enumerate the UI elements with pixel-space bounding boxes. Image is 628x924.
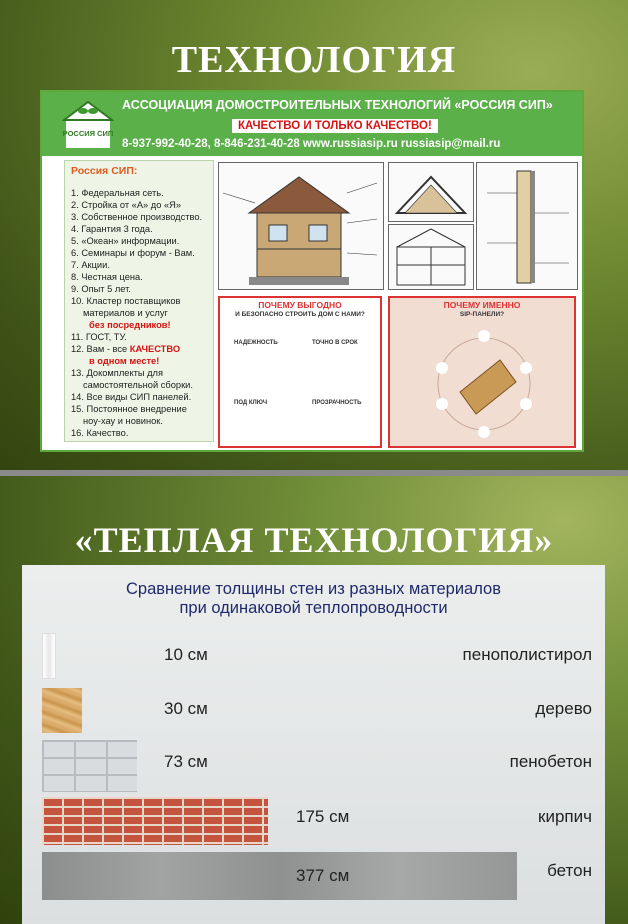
list-item: материалов и услуг: [83, 308, 168, 318]
advantages-panel: [64, 160, 214, 442]
material-polystyrene: пенополистирол: [462, 645, 592, 664]
list-item: 3. Собственное производство.: [71, 212, 203, 222]
list-item: 13. Докомплекты для: [71, 368, 164, 378]
list-item: самостоятельной сборки.: [83, 380, 193, 390]
list-item: 6. Семинары и форум - Вам.: [71, 248, 195, 258]
house-section-diagram: [218, 162, 384, 290]
association-name: АССОЦИАЦИЯ ДОМОСТРОИТЕЛЬНЫХ ТЕХНОЛОГИЙ «РОССИЯ СИП»: [122, 98, 553, 112]
foam-concrete-sample: [42, 740, 137, 792]
slide1-title: ТЕХНОЛОГИЯ: [171, 39, 457, 81]
logo-text: РОССИЯ СИП: [62, 129, 114, 138]
wall-thickness-comparison: [22, 565, 605, 924]
list-item: 14. Все виды СИП панелей.: [71, 392, 192, 402]
floor-plan-image: [389, 225, 473, 289]
advantages-list: [71, 187, 215, 439]
material-concrete: бетон: [547, 861, 592, 880]
list-item: 9. Опыт 5 лет.: [71, 284, 131, 294]
banner-header: [42, 92, 582, 156]
polystyrene-sample: [42, 633, 56, 679]
list-item: 16. Качество.: [71, 428, 129, 438]
list-item: [71, 343, 215, 355]
why-sip-subtitle: SIP-ПАНЕЛИ?: [459, 311, 505, 318]
why-profitable-title: ПОЧЕМУ ВЫГОДНО: [258, 300, 342, 310]
thickness-polystyrene: 10 см: [164, 645, 208, 664]
house-section-image: [219, 163, 383, 289]
why-profitable-subtitle: И БЕЗОПАСНО СТРОИТЬ ДОМ С НАМИ?: [235, 311, 365, 318]
list-item: 5. «Океан» информации.: [71, 236, 180, 246]
floor-plan-diagram: [388, 224, 474, 290]
list-item: 8. Честная цена.: [71, 272, 143, 282]
wall-node-diagram: [476, 162, 578, 290]
association-banner: [40, 90, 584, 452]
advantages-title: Россия СИП:: [71, 165, 138, 177]
list-item: 7. Акции.: [71, 260, 110, 270]
thickness-wood: 30 см: [164, 699, 208, 718]
roof-node-image: [389, 163, 473, 221]
feature-on-time: ТОЧНО В СРОК: [312, 340, 358, 346]
material-foam-concrete: пенобетон: [509, 752, 592, 771]
why-sip-panel: [388, 296, 576, 448]
feature-reliability: НАДЕЖНОСТЬ: [234, 340, 278, 346]
list-item: 4. Гарантия 3 года.: [71, 224, 153, 234]
material-brick: кирпич: [538, 807, 592, 826]
sip-panel-image: [430, 328, 538, 438]
list-item: 1. Федеральная сеть.: [71, 188, 164, 198]
comparison-heading-line-2: при одинаковой теплопроводности: [179, 599, 448, 617]
slogan: КАЧЕСТВО И ТОЛЬКО КАЧЕСТВО!: [232, 119, 438, 133]
concrete-sample: [42, 852, 517, 900]
list-item: 2. Стройка от «А» до «Я»: [71, 200, 182, 210]
feature-turnkey: ПОД КЛЮЧ: [234, 400, 268, 406]
wall-node-image: [477, 163, 577, 289]
list-item: 11. ГОСТ, ТУ.: [71, 332, 127, 342]
material-wood: дерево: [535, 699, 592, 718]
list-item-highlight: в одном месте!: [89, 356, 160, 366]
why-profitable-panel: [218, 296, 382, 448]
comparison-heading: [22, 580, 605, 618]
list-item-highlight: без посредников!: [89, 320, 171, 330]
list-item: ноу-хау и новинок.: [83, 416, 163, 426]
thickness-brick: 175 см: [296, 807, 350, 826]
thickness-foam-concrete: 73 см: [164, 752, 208, 771]
contacts: 8-937-992-40-28, 8-846-231-40-28 www.russiasip.ru russiasip@mail.ru: [122, 138, 501, 150]
list-item-highlight: КАЧЕСТВО: [129, 344, 181, 354]
wood-sample: [42, 688, 82, 733]
brick-sample: [42, 797, 268, 845]
feature-transparency: ПРОЗРАЧНОСТЬ: [312, 400, 362, 406]
thickness-concrete: 377 см: [296, 866, 350, 885]
slide2-title: «ТЕПЛАЯ ТЕХНОЛОГИЯ»: [74, 520, 554, 560]
list-item-text: 12. Вам - все: [71, 344, 130, 354]
list-item: 15. Постоянное внедрение: [71, 404, 187, 414]
list-item: 10. Кластер поставщиков: [71, 296, 181, 306]
roof-node-diagram: [388, 162, 474, 222]
russia-sip-logo: [62, 98, 114, 150]
why-sip-title: ПОЧЕМУ ИМЕННО: [443, 300, 521, 310]
comparison-heading-line-1: Сравнение толщины стен из разных материалов: [125, 580, 501, 598]
